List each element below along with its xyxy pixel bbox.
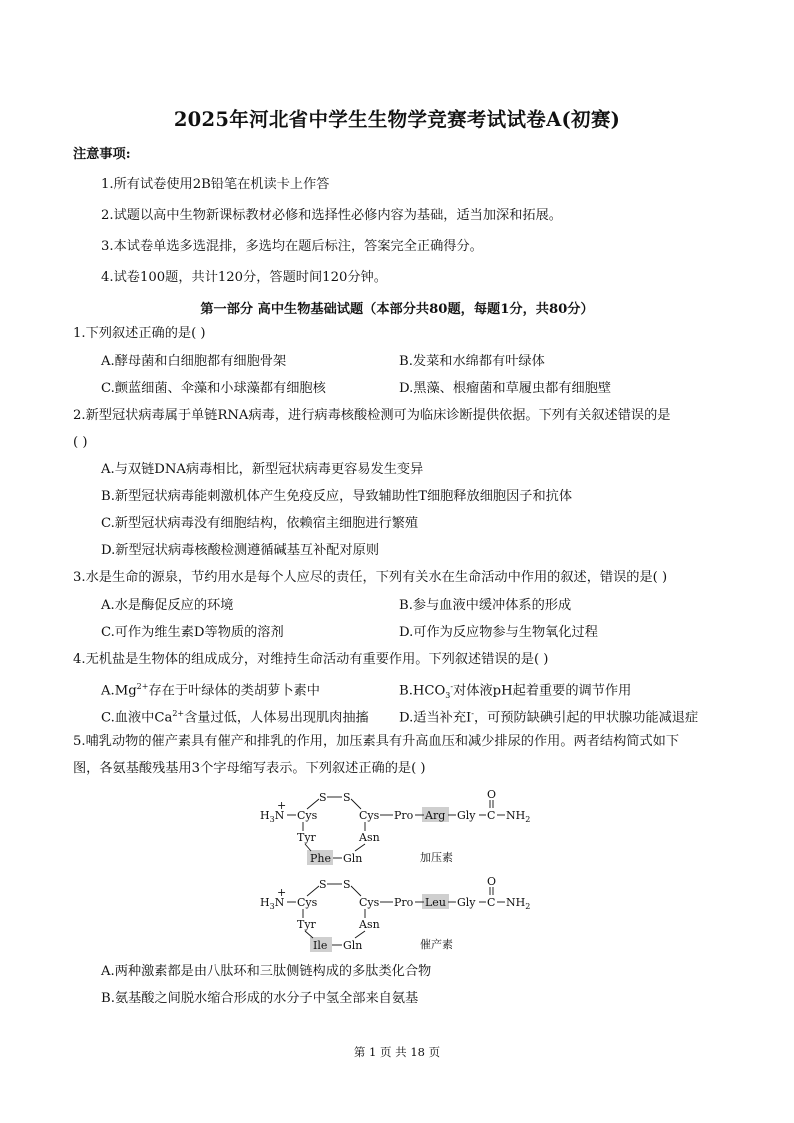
option-c-pre: C.血液中Ca	[101, 710, 173, 726]
sulfur-1: S	[319, 791, 327, 804]
gly: Gly	[457, 809, 476, 822]
option-b-pre: B.HCO	[399, 683, 446, 699]
option-b	[399, 678, 631, 705]
pro: Pro	[394, 809, 414, 822]
option-c	[101, 705, 369, 727]
option-d: D.黑藻、根瘤菌和草履虫都有细胞壁	[399, 381, 612, 396]
option-b: B.参与血液中缓冲体系的形成	[399, 598, 572, 613]
notice-item: 4.试卷100题，共计120分，答题时间120分钟。	[101, 270, 387, 285]
plus-sign: +	[277, 886, 287, 899]
question-stem: 1.下列叙述正确的是( )	[73, 326, 206, 341]
sulfur-2: S	[343, 878, 351, 891]
option-a-post: 存在于叶绿体的类胡萝卜素中	[148, 683, 320, 699]
superscript: 2+	[172, 709, 185, 718]
gln: Gln	[343, 852, 363, 865]
asn: Asn	[359, 918, 380, 931]
hormone-name: 加压素	[420, 851, 453, 864]
question-stem: 5.哺乳动物的催产素具有催产和排乳的作用，加压素具有升高血压和减少排尿的作用。两者结构简式如下	[73, 734, 680, 749]
notice-item: 3.本试卷单选多选混排，多选均在题后标注，答案完全正确得分。	[101, 239, 483, 254]
cys-1: Cys	[297, 809, 318, 822]
option-b: B.发菜和水绵都有叶绿体	[399, 354, 545, 369]
subscript: 3	[445, 691, 451, 701]
page-title: 2025年河北省中学生生物学竞赛考试试卷A(初赛)	[173, 108, 621, 131]
option-c: C.可作为维生素D等物质的溶剂	[101, 625, 284, 640]
plus-sign: +	[277, 799, 287, 812]
option-a: A.水是酶促反应的环境	[101, 598, 234, 613]
ile: Ile	[313, 939, 328, 952]
question-stem: 4.无机盐是生物体的组成成分，对维持生命活动有重要作用。下列叙述错误的是( )	[73, 652, 549, 667]
option-b: B.新型冠状病毒能刺激机体产生免疫反应，导致辅助性T细胞释放细胞因子和抗体	[101, 489, 573, 504]
option-b: B.氨基酸之间脱水缩合形成的水分子中氢全部来自氨基	[101, 991, 419, 1006]
phe: Phe	[310, 852, 331, 865]
cys-2: Cys	[359, 809, 380, 822]
option-c-post: 含量过低，人体易出现肌肉抽搐	[184, 710, 369, 726]
oxygen: O	[487, 788, 497, 801]
superscript: -	[450, 682, 454, 691]
tyr: Tyr	[297, 831, 316, 844]
page-footer: 第 1 页 共 18 页	[353, 1045, 441, 1059]
option-a: A.酵母菌和白细胞都有细胞骨架	[101, 354, 287, 369]
option-d: D.新型冠状病毒核酸检测遵循碱基互补配对原则	[101, 543, 380, 558]
h3n-label: $H_3N$	[260, 809, 285, 824]
question-stem-cont: 图，各氨基酸残基用3个字母缩写表示。下列叙述正确的是( )	[73, 761, 426, 776]
gln: Gln	[343, 939, 363, 952]
notice-item: 1.所有试卷使用2B铅笔在机读卡上作答	[101, 177, 330, 192]
option-a-pre: A.Mg	[101, 683, 137, 699]
option-c: C.新型冠状病毒没有细胞结构，依赖宿主细胞进行繁殖	[101, 516, 419, 531]
option-b-post: 对体液pH起着重要的调节作用	[453, 683, 632, 699]
option-c: C.颤蓝细菌、伞藻和小球藻都有细胞核	[101, 381, 326, 396]
superscript: -	[471, 709, 474, 718]
option-a	[101, 678, 320, 700]
nh2: $NH_2$	[506, 896, 531, 911]
pro: Pro	[394, 896, 414, 909]
carbon: C	[487, 896, 496, 909]
option-a: A.两种激素都是由八肽环和三肽侧链构成的多肽类化合物	[101, 964, 432, 979]
question-stem: 3.水是生命的源泉，节约用水是每个人应尽的责任，下列有关水在生命活动中作用的叙述，错误的是( )	[73, 570, 668, 585]
superscript: 2+	[136, 682, 149, 691]
cys-1: Cys	[297, 896, 318, 909]
sulfur-1: S	[319, 878, 327, 891]
leu: Leu	[425, 896, 446, 909]
oxytocin-structure	[255, 874, 540, 954]
option-d-post: ，可预防缺碘引起的甲状腺功能减退症	[473, 710, 699, 726]
vasopressin-structure	[255, 787, 540, 867]
nh2: $NH_2$	[506, 809, 531, 824]
gly: Gly	[457, 896, 476, 909]
question-stem: 2.新型冠状病毒属于单链RNA病毒，进行病毒核酸检测可为临床诊断提供依据。下列有关叙述错误的是	[73, 408, 671, 423]
arg: Arg	[425, 809, 446, 822]
question-stem-cont: ( )	[73, 435, 88, 450]
option-d	[399, 705, 698, 727]
carbon: C	[487, 809, 496, 822]
option-d: D.可作为反应物参与生物氧化过程	[399, 625, 598, 640]
h3n-label: $H_3N$	[260, 896, 285, 911]
notice-heading: 注意事项:	[73, 147, 131, 162]
hormone-name: 催产素	[420, 938, 453, 951]
option-a: A.与双链DNA病毒相比，新型冠状病毒更容易发生变异	[101, 462, 424, 477]
tyr: Tyr	[297, 918, 316, 931]
notice-item: 2.试题以高中生物新课标教材必修和选择性必修内容为基础，适当加深和拓展。	[101, 208, 562, 223]
option-d-pre: D.适当补充I	[399, 710, 472, 726]
cys-2: Cys	[359, 896, 380, 909]
oxygen: O	[487, 875, 497, 888]
section-heading: 第一部分 高中生物基础试题（本部分共80题，每题1分，共80分）	[200, 302, 594, 317]
sulfur-2: S	[343, 791, 351, 804]
asn: Asn	[359, 831, 380, 844]
